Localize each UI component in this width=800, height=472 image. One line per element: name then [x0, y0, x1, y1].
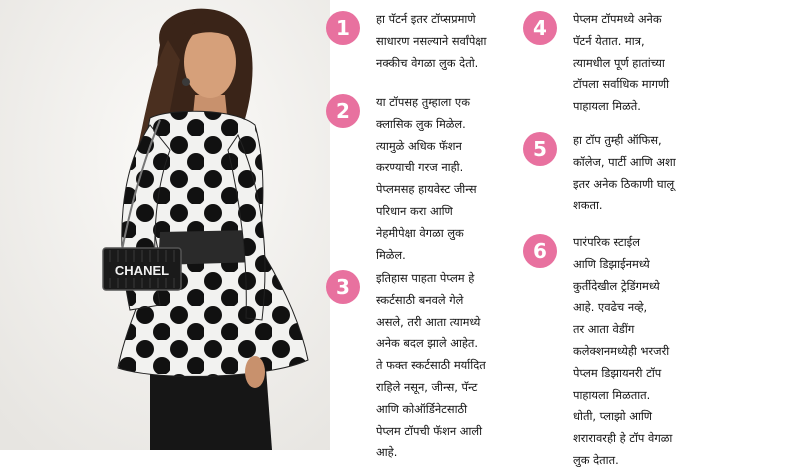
tip-2 [326, 92, 477, 266]
tip-number-badge: 3 [326, 270, 360, 304]
tip-number-badge: 1 [326, 11, 360, 45]
tip-4 [523, 9, 669, 118]
tip-text: पेप्लम टॉपमध्ये अनेक पॅटर्न येतात. मात्र, त्यामधील पूर्ण हातांच्या टॉपला सर्वाधिक मागणी पाहायला मिळते. [573, 12, 670, 114]
tip-text: हा पॅटर्न इतर टॉप्सप्रमाणे साधारण नसल्याने सर्वांपेक्षा नक्कीच वेगळा लुक देतो. [376, 12, 487, 70]
tip-number-badge: 5 [523, 132, 557, 166]
tip-number-badge: 2 [326, 94, 360, 128]
tip-6 [523, 232, 672, 472]
tip-text: पारंपरिक स्टाईल आणि डिझाईनमध्ये कुर्तीदेखील ट्रेडिंगमध्ये आहे. एवढेच नव्हे, तर आता वेडींग कलेक्शनमध्येही भरजरी पेप्लम डिझायनरी टॉप पाहायला मिळतात. धोती, प्लाझो आणि शरारावरही हे टॉप वेगळा लुक देतात. [573, 235, 673, 467]
model-photo [0, 0, 330, 450]
tip-1 [326, 9, 486, 74]
tip-text: या टॉपसह तुम्हाला एक क्लासिक लुक मिळेल. त्यामुळे अधिक फॅशन करण्याची गरज नाही. पेप्लमसह हायवेस्ट जीन्स परिधान करा आणि नेहमीपेक्षा वेगळा लुक मिळेल. [376, 95, 477, 262]
tip-text: हा टॉप तुम्ही ऑफिस, कॉलेज, पार्टी आणि अशा इतर अनेक ठिकाणी घालू शकता. [573, 133, 676, 213]
tip-text: इतिहास पाहता पेप्लम हे स्कर्टसाठी बनवले गेले असले, तरी आता त्यामध्ये अनेक बदल झाले आहेत. ते फक्त स्कर्टसाठी मर्यादित राहिले नसून, जीन्स, पॅन्ट आणि कोऑर्डिनेटसाठी पेप्लम टॉपची फॅशन आली आहे. [376, 271, 486, 460]
tip-number-badge: 6 [523, 234, 557, 268]
tip-5 [523, 130, 676, 217]
tip-number-badge: 4 [523, 11, 557, 45]
tip-3 [326, 268, 486, 464]
bag-logo-text: CHANEL [114, 263, 170, 278]
